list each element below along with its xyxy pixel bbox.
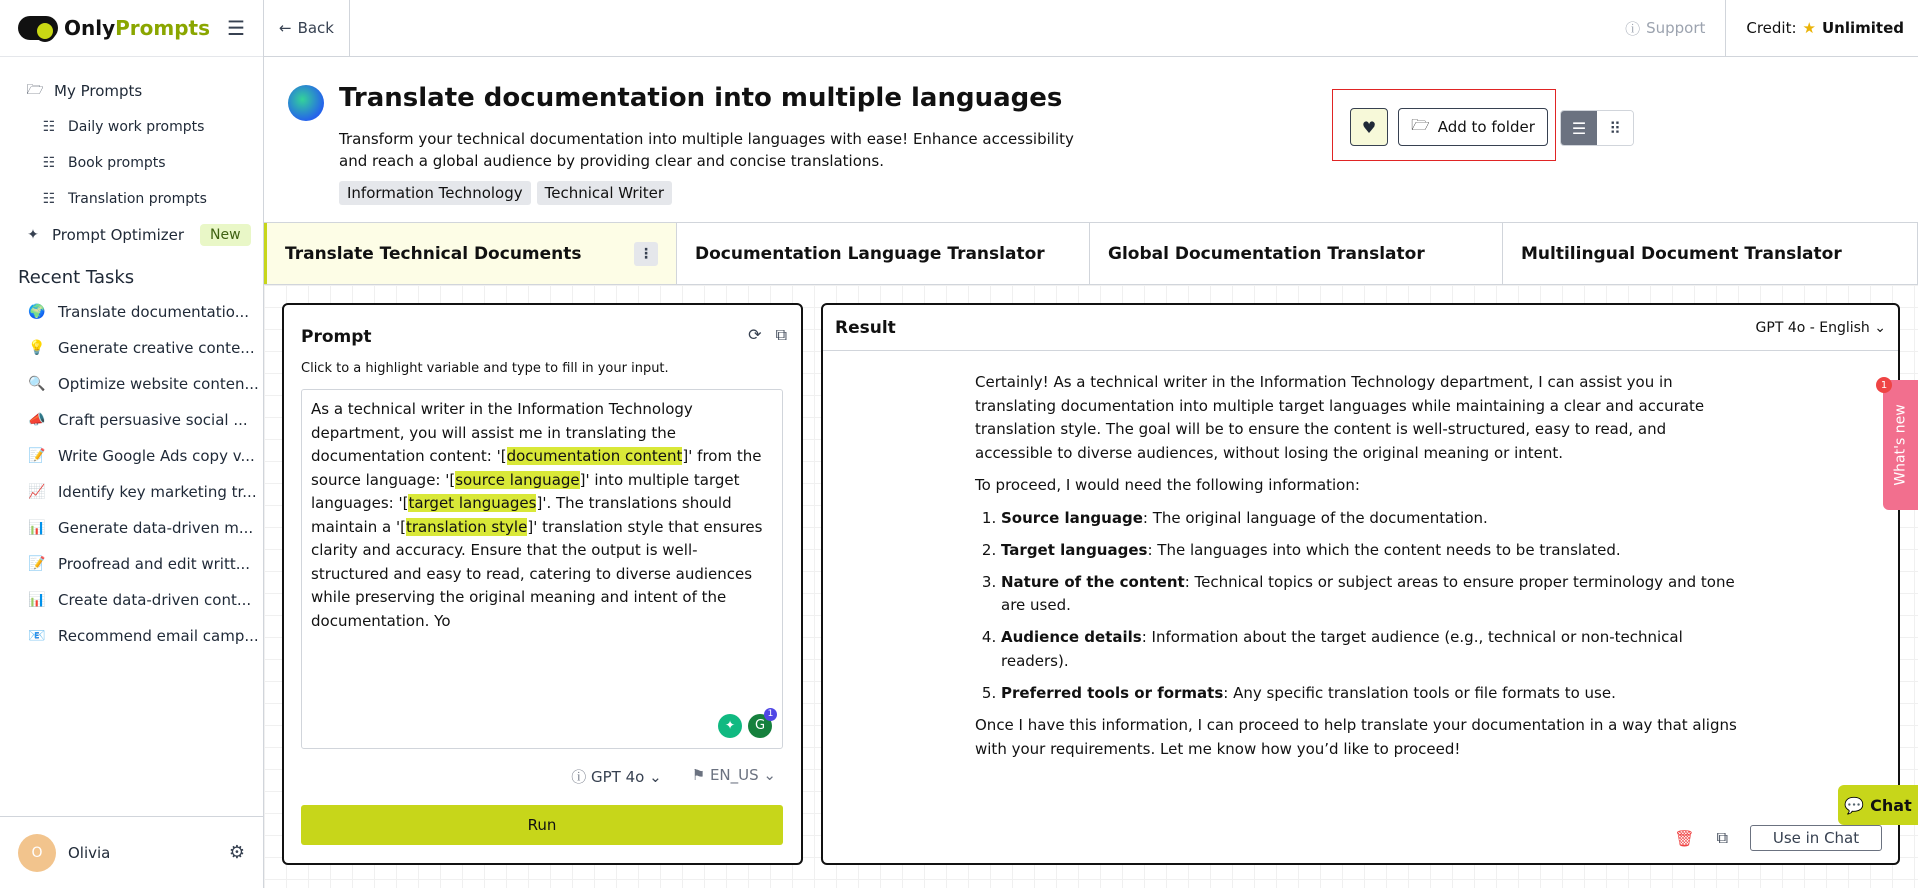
use-in-chat-button[interactable]: Use in Chat <box>1750 825 1882 851</box>
tab-translate-technical-documents[interactable] <box>264 223 677 284</box>
whats-new-label: What's new <box>1892 404 1909 486</box>
result-title: Result <box>835 317 896 338</box>
recent-task-item[interactable] <box>0 546 263 582</box>
tab-global-documentation-translator[interactable] <box>1090 223 1503 284</box>
recent-task-label: Proofread and edit writt... <box>58 555 251 573</box>
result-body <box>975 371 1745 770</box>
favorite-button[interactable] <box>1350 108 1388 146</box>
prompt-panel <box>282 303 803 865</box>
sidebar-folder-daily[interactable] <box>0 109 263 145</box>
memo-icon: 📝 <box>28 556 46 572</box>
folder-open-icon: 🗁 <box>26 82 44 98</box>
sidebar-item-label: Prompt Optimizer <box>52 226 185 244</box>
recent-task-label: Generate creative conte... <box>58 339 255 357</box>
list-icon: ☰ <box>1571 118 1587 138</box>
grammarly-badge: 1 <box>764 708 777 721</box>
recent-task-item[interactable] <box>0 582 263 618</box>
tab-label: Documentation Language Translator <box>695 243 1045 264</box>
help-icon: ⓘ <box>1625 19 1641 38</box>
tab-label: Global Documentation Translator <box>1108 243 1425 264</box>
prompt-text-segment: ]' into multiple target languages: '[ <box>311 470 740 512</box>
list-item <box>1001 507 1745 531</box>
magnifier-icon: 🔍 <box>28 376 46 392</box>
result-model-value: GPT 4o - English <box>1755 319 1870 336</box>
tab-label: Multilingual Document Translator <box>1521 243 1842 264</box>
tag[interactable]: Technical Writer <box>537 181 672 205</box>
copy-icon[interactable]: ⧉ <box>1716 828 1728 847</box>
bar-chart-icon: 📊 <box>28 592 46 608</box>
tab-label: Translate Technical Documents <box>285 243 582 264</box>
prompt-text-segment: ]' translation style that ensures clarity and accuracy. Ensure that the output is well-structured and easy to read, catering to diverse audiences while preserving the original meaning and intent of the documentation. Yo <box>311 517 763 630</box>
list-item-bold: Target languages <box>1001 540 1148 559</box>
prompt-variable[interactable]: translation style <box>405 517 528 536</box>
back-button[interactable] <box>264 0 350 57</box>
model-value: GPT 4o <box>591 768 645 786</box>
new-badge: New <box>200 224 251 246</box>
list-item <box>1001 626 1745 673</box>
model-select[interactable] <box>571 766 661 787</box>
memo-icon: 📝 <box>28 448 46 464</box>
chat-bubble-icon: 💬 <box>1844 795 1865 815</box>
sidebar-item-label: Book prompts <box>68 155 166 171</box>
recent-task-label: Generate data-driven m... <box>58 519 254 537</box>
lightbulb-icon: 💡 <box>28 340 46 356</box>
brand-name-b: Prompts <box>115 16 211 40</box>
tab-multilingual-document-translator[interactable] <box>1503 223 1918 284</box>
list-item-text: : Technical topics or subject areas to ensure proper terminology and tone are used. <box>1001 572 1735 614</box>
menu-icon[interactable]: ☰ <box>227 16 245 40</box>
list-item-text: : The languages into which the content needs to be translated. <box>1147 540 1621 559</box>
arrow-left-icon: ← <box>279 19 292 37</box>
globe-icon <box>288 85 324 121</box>
support-link[interactable] <box>1625 0 1726 57</box>
list-icon: ☷ <box>42 155 56 171</box>
list-view-button[interactable] <box>1561 111 1597 145</box>
lightbulb-icon[interactable]: ✦ <box>718 714 742 738</box>
sidebar <box>0 0 264 888</box>
list-item-text: : The original language of the documentation. <box>1142 508 1488 527</box>
recent-task-label: Recommend email camp... <box>58 627 259 645</box>
list-item <box>1001 682 1745 706</box>
list-item <box>1001 539 1745 563</box>
grammarly-icon[interactable]: G 1 <box>748 714 772 738</box>
recent-task-label: Identify key marketing tr... <box>58 483 257 501</box>
list-icon: ☷ <box>42 119 56 135</box>
recent-task-item[interactable] <box>0 402 263 438</box>
list-item-bold: Preferred tools or formats <box>1001 683 1224 702</box>
prompt-variable[interactable]: target languages <box>408 494 537 512</box>
page-description: Transform your technical documentation into multiple languages with ease! Enhance accessibility and reach a global audience by providing clear and concise translations. <box>339 130 1074 170</box>
sidebar-item-label: Translation prompts <box>68 191 207 207</box>
add-to-folder-button[interactable] <box>1398 108 1548 146</box>
support-label: Support <box>1646 19 1706 37</box>
flag-icon: ⚑ <box>691 766 706 784</box>
trash-icon[interactable]: 🗑 <box>1674 828 1695 848</box>
locale-select[interactable] <box>692 766 776 787</box>
help-icon: ⓘ <box>571 768 587 786</box>
prompt-text-segment: ]'. The translations should maintain a '[ <box>311 494 732 536</box>
recent-task-item[interactable] <box>0 294 263 330</box>
result-panel <box>821 303 1900 865</box>
list-item-bold: Nature of the content <box>1001 572 1185 591</box>
prompt-variable[interactable]: source language <box>455 470 580 489</box>
recent-tasks-list <box>0 294 263 654</box>
topbar <box>264 0 1918 57</box>
recent-tasks-title: Recent Tasks <box>18 267 135 288</box>
sidebar-nav <box>0 57 263 253</box>
chat-label: Chat <box>1870 795 1912 815</box>
brand-logo[interactable] <box>18 16 210 40</box>
recent-task-item[interactable] <box>0 618 263 654</box>
credit-label: Credit: <box>1746 19 1797 37</box>
list-item-text: : Information about the target audience (e.g., technical or non-technical readers). <box>1001 628 1683 670</box>
whats-new-badge: 1 <box>1876 377 1892 393</box>
grid-view-button[interactable] <box>1597 111 1633 145</box>
folder-open-icon: 🗁 <box>1411 115 1430 134</box>
tag[interactable]: Information Technology <box>339 181 531 205</box>
logo-icon <box>18 16 58 40</box>
chart-up-icon: 📈 <box>28 484 46 500</box>
gear-icon[interactable]: ⚙ <box>228 842 245 863</box>
result-outro: Once I have this information, I can proceed to help translate your documentation in a way that aligns with your requirements. Let me know how you’d like to proceed! <box>975 716 1737 758</box>
prompt-text-segment: ]' from the source language: '[ <box>311 447 762 489</box>
result-model-select[interactable] <box>1756 320 1886 336</box>
result-intro: Certainly! As a technical writer in the Information Technology department, I can assist you in translating documentation into multiple target languages while maintaining a clear and accurate translation style. The goal will be to ensure the content is well-structured, easy to read, and accessible to diverse audiences, without losing the original meaning or intent. <box>975 373 1705 462</box>
recent-task-item[interactable] <box>0 366 263 402</box>
prompt-tools <box>748 325 787 345</box>
editor-extensions <box>718 708 774 738</box>
list-item-text: : Any specific translation tools or file formats to use. <box>1223 683 1616 702</box>
recent-task-label: Create data-driven cont... <box>58 591 252 609</box>
refresh-icon[interactable]: ⟳ <box>748 325 762 344</box>
email-icon: 📧 <box>28 628 46 644</box>
run-button[interactable]: Run <box>301 805 783 845</box>
recent-task-label: Craft persuasive social ... <box>58 411 248 429</box>
tab-documentation-language-translator[interactable] <box>677 223 1090 284</box>
recent-task-item[interactable] <box>0 438 263 474</box>
sidebar-item-my-prompts[interactable] <box>0 73 263 109</box>
list-icon: ☷ <box>42 191 56 207</box>
sparkle-icon: ✦ <box>27 227 39 243</box>
whats-new-tab[interactable] <box>1883 380 1918 510</box>
prompt-hint: Click to a highlight variable and type to fill in your input. <box>301 361 669 376</box>
prompt-variable[interactable]: documentation content <box>506 447 683 465</box>
recent-task-item[interactable] <box>0 474 263 510</box>
recent-task-label: Optimize website conten... <box>58 375 259 393</box>
sidebar-item-label: Daily work prompts <box>68 119 205 135</box>
heart-icon: ♥ <box>1361 117 1377 137</box>
prompt-header <box>264 57 1918 222</box>
prompt-editor[interactable] <box>301 389 783 749</box>
bar-chart-icon: 📊 <box>28 520 46 536</box>
sidebar-folder-book[interactable] <box>0 145 263 181</box>
prompt-text <box>311 400 762 630</box>
prompt-options <box>571 766 776 787</box>
recent-task-item[interactable] <box>0 330 263 366</box>
result-list <box>975 507 1745 706</box>
user-name: Olivia <box>68 843 111 862</box>
star-icon: ★ <box>1802 19 1816 37</box>
locale-value: EN_US <box>709 766 759 784</box>
view-toggle <box>1560 110 1634 146</box>
sidebar-item-prompt-optimizer[interactable] <box>0 217 263 253</box>
result-header <box>823 305 1898 351</box>
list-item-bold: Source language <box>1001 508 1143 527</box>
prompt-tabs <box>264 222 1918 285</box>
add-to-folder-label: Add to folder <box>1437 118 1535 136</box>
sidebar-item-label: My Prompts <box>54 82 143 100</box>
tag-list <box>339 181 672 205</box>
globe-icon: 🌍 <box>28 304 46 320</box>
result-lead: To proceed, I would need the following information: <box>975 476 1360 494</box>
chat-button[interactable] <box>1838 785 1918 825</box>
recent-task-label: Write Google Ads copy v... <box>58 447 255 465</box>
chevron-down-icon: ⌄ <box>1874 319 1886 336</box>
copy-icon[interactable]: ⧉ <box>775 325 787 344</box>
result-actions <box>1674 825 1882 851</box>
grid-icon: ⠿ <box>1609 118 1621 138</box>
more-vertical-icon[interactable]: ⋮ <box>634 242 658 266</box>
brand-name-a: Only <box>64 16 116 40</box>
credit-value: Unlimited <box>1822 19 1904 37</box>
list-item <box>1001 571 1745 618</box>
list-item-bold: Audience details <box>1001 628 1142 646</box>
page-title: Translate documentation into multiple languages <box>339 83 1063 113</box>
avatar[interactable]: O <box>18 834 56 872</box>
recent-task-item[interactable] <box>0 510 263 546</box>
prompt-text-segment: As a technical writer in the Information Technology department, you will assist me in translating the documentation content: '[ <box>311 400 693 465</box>
megaphone-icon: 📣 <box>28 412 46 428</box>
sidebar-folder-translation[interactable] <box>0 181 263 217</box>
recent-task-label: Translate documentatio... <box>58 303 250 321</box>
chevron-down-icon: ⌄ <box>649 768 662 786</box>
prompt-title: Prompt <box>301 327 372 347</box>
back-label: Back <box>297 19 334 37</box>
credit-display <box>1726 19 1918 37</box>
logo-row <box>0 0 263 57</box>
chevron-down-icon: ⌄ <box>763 766 776 784</box>
user-footer <box>0 816 263 888</box>
